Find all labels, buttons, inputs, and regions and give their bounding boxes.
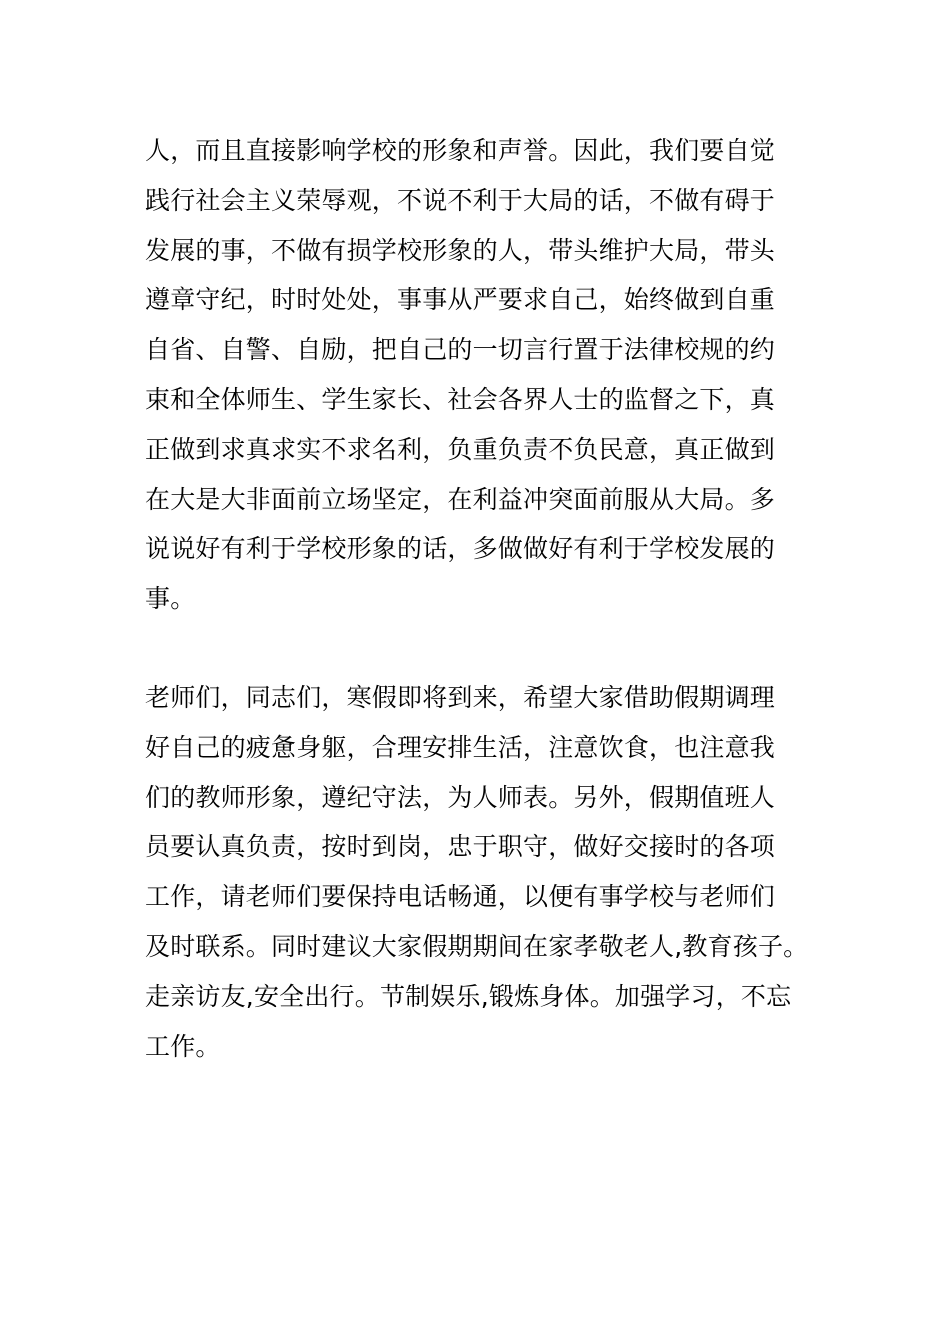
text-line: 人，而且直接影响学校的形象和声誉。因此，我们要自觉 [145,136,776,165]
text-line: 在大是大非面前立场坚定，在利益冲突面前服从大局。多 [145,484,776,514]
text-line: 工作。 [145,1031,221,1061]
text-line: 说说好有利于学校形象的话，多做做好有利于学校发展的 [145,534,776,564]
paragraph-2 [145,673,845,1071]
text-line: 们的教师形象，遵纪守法，为人师表。另外，假期值班人 [145,782,776,812]
text-line: 正做到求真求实不求名利，负重负责不负民意，真正做到 [145,434,776,464]
text-line: 自省、自警、自励，把自己的一切言行置于法律校规的约 [145,335,776,365]
text-line: 走亲访友,安全出行。节制娱乐,锻炼身体。加强学习，不忘 [145,981,792,1011]
text-line: 老师们，同志们，寒假即将到来，希望大家借助假期调理 [145,683,776,712]
text-line: 束和全体师生、学生家长、社会各界人士的监督之下，真 [145,384,776,414]
text-line: 践行社会主义荣辱观，不说不利于大局的话，不做有碍于 [145,185,776,215]
text-line: 好自己的疲惫身躯，合理安排生活，注意饮食，也注意我 [145,732,776,762]
text-line: 发展的事，不做有损学校形象的人，带头维护大局，带头 [145,235,776,265]
text-line: 事。 [145,584,196,614]
text-line: 及时联系。同时建议大家假期期间在家孝敬老人,教育孩子。 [145,931,809,961]
text-line: 工作，请老师们要保持电话畅通，以便有事学校与老师们 [145,882,776,912]
text-line: 员要认真负责，按时到岗，忠于职守，做好交接时的各项 [145,832,776,862]
paragraph-1 [145,126,845,624]
text-line: 遵章守纪，时时处处，事事从严要求自己，始终做到自重 [145,285,776,315]
